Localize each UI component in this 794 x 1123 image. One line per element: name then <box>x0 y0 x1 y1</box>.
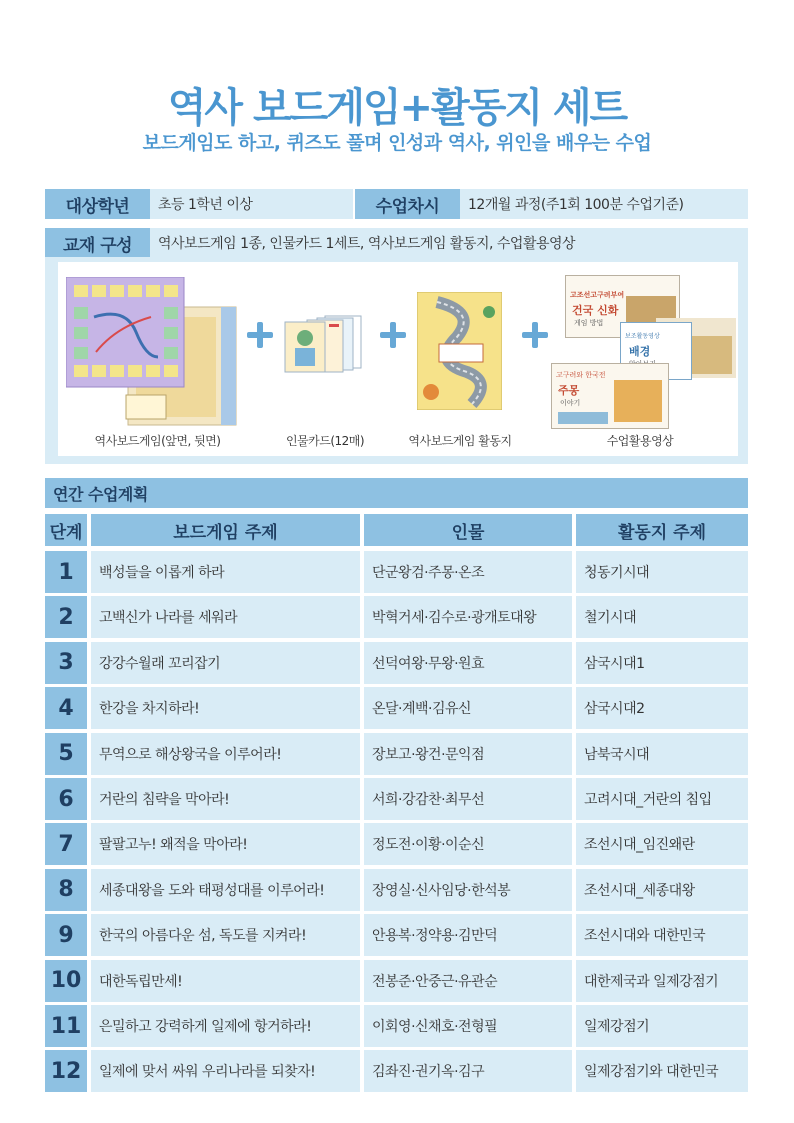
activity-topic: 철기시대 <box>576 596 748 638</box>
step-number: 5 <box>45 733 87 775</box>
target-value: 초등 1학년 이상 <box>150 189 353 219</box>
boardgame-topic: 팔팔고누! 왜적을 막아라! <box>91 823 360 865</box>
table-row <box>45 551 748 593</box>
video-thumb-title: 주몽 <box>558 384 580 397</box>
table-row <box>45 869 748 911</box>
page-subtitle: 보드게임도 하고, 퀴즈도 풀며 인성과 역사, 위인을 배우는 수업 <box>142 132 652 154</box>
activity-topic: 고려시대_거란의 침입 <box>576 778 748 820</box>
plus-icon <box>247 322 273 348</box>
people-cell: 장영실·신사임당·한석봉 <box>364 869 572 911</box>
step-number: 4 <box>45 687 87 729</box>
plus-icon <box>380 322 406 348</box>
column-header-step: 단계 <box>45 514 87 546</box>
target-label: 대상학년 <box>45 189 150 219</box>
table-row <box>45 733 748 775</box>
table-row <box>45 687 748 729</box>
activity-topic: 조선시대_임진왜란 <box>576 823 748 865</box>
activity-topic: 조선시대_세종대왕 <box>576 869 748 911</box>
boardgame-topic: 대한독립만세! <box>91 960 360 1002</box>
activity-topic: 조선시대와 대한민국 <box>576 914 748 956</box>
activity-topic: 삼국시대1 <box>576 642 748 684</box>
activity-sheet-image <box>417 292 502 410</box>
people-cell: 서희·강감찬·최무선 <box>364 778 572 820</box>
step-number: 3 <box>45 642 87 684</box>
table-row <box>45 960 748 1002</box>
boardgame-topic: 백성들을 이롭게 하라 <box>91 551 360 593</box>
video-thumb-text: 게임 방법 <box>574 319 604 327</box>
column-header-activity: 활동지 주제 <box>576 514 748 546</box>
table-row <box>45 823 748 865</box>
page-title: 역사 보드게임+활동지 세트 <box>167 85 627 131</box>
material-caption: 역사보드게임 활동지 <box>408 434 512 448</box>
people-cell: 박혁거세·김수로·광개토대왕 <box>364 596 572 638</box>
step-number: 1 <box>45 551 87 593</box>
boardgame-topic: 은밀하고 강력하게 일제에 항거하라! <box>91 1005 360 1047</box>
activity-topic: 대한제국과 일제강점기 <box>576 960 748 1002</box>
board-game-image <box>66 277 241 427</box>
video-thumb-text: 고조선고구려부여 <box>570 291 625 299</box>
materials-label: 교재 구성 <box>45 228 150 258</box>
people-cell: 전봉준·안중근·유관순 <box>364 960 572 1002</box>
step-number: 8 <box>45 869 87 911</box>
table-row <box>45 1005 748 1047</box>
video-thumb-title: 배경 <box>629 345 651 358</box>
people-cell: 이회영·신채호·전형필 <box>364 1005 572 1047</box>
people-cell: 안용복·정약용·김만덕 <box>364 914 572 956</box>
step-number: 12 <box>45 1050 87 1092</box>
material-caption: 역사보드게임(앞면, 뒷면) <box>94 434 221 448</box>
step-number: 2 <box>45 596 87 638</box>
video-thumb-text: 보조활동영상 <box>625 333 660 340</box>
activity-topic: 일제강점기 <box>576 1005 748 1047</box>
people-cell: 김좌진·권기옥·김구 <box>364 1050 572 1092</box>
activity-topic: 삼국시대2 <box>576 687 748 729</box>
boardgame-topic: 한국의 아름다운 섬, 독도를 지켜라! <box>91 914 360 956</box>
people-cell: 정도전·이황·이순신 <box>364 823 572 865</box>
boardgame-topic: 거란의 침략을 막아라! <box>91 778 360 820</box>
boardgame-topic: 강강수월래 꼬리잡기 <box>91 642 360 684</box>
step-number: 7 <box>45 823 87 865</box>
boardgame-topic: 무역으로 해상왕국을 이루어라! <box>91 733 360 775</box>
video-thumb-title: 건국 신화 <box>572 304 619 317</box>
step-number: 11 <box>45 1005 87 1047</box>
people-cell: 단군왕검·주몽·온조 <box>364 551 572 593</box>
table-row <box>45 1050 748 1092</box>
people-cell: 장보고·왕건·문익점 <box>364 733 572 775</box>
boardgame-topic: 한강을 차지하라! <box>91 687 360 729</box>
plus-icon <box>522 322 548 348</box>
boardgame-topic: 고백신가 나라를 세워라 <box>91 596 360 638</box>
activity-topic: 일제강점기와 대한민국 <box>576 1050 748 1092</box>
boardgame-topic: 일제에 맞서 싸워 우리나라를 되찾자! <box>91 1050 360 1092</box>
column-header-people: 인물 <box>364 514 572 546</box>
table-row <box>45 596 748 638</box>
boardgame-topic: 세종대왕을 도와 태평성대를 이루어라! <box>91 869 360 911</box>
table-row <box>45 778 748 820</box>
annual-plan-title: 연간 수업계획 <box>45 478 748 508</box>
people-cell: 온달·계백·김유신 <box>364 687 572 729</box>
step-number: 9 <box>45 914 87 956</box>
material-caption: 수업활용영상 <box>606 434 674 448</box>
activity-topic: 청동기시대 <box>576 551 748 593</box>
material-caption: 인물카드(12매) <box>285 434 365 448</box>
materials-value: 역사보드게임 1종, 인물카드 1세트, 역사보드게임 활동지, 수업활용영상 <box>150 228 748 258</box>
table-row <box>45 914 748 956</box>
column-header-topic: 보드게임 주제 <box>91 514 360 546</box>
video-thumb-text: 이야기 <box>560 399 581 407</box>
step-number: 6 <box>45 778 87 820</box>
people-cell: 선덕여왕·무왕·원효 <box>364 642 572 684</box>
step-number: 10 <box>45 960 87 1002</box>
character-cards-image <box>283 312 365 374</box>
sessions-label: 수업차시 <box>355 189 460 219</box>
video-thumb-text: 고구려와 한국전 <box>556 371 606 379</box>
sessions-value: 12개월 과정(주1회 100분 수업기준) <box>460 189 748 219</box>
video-thumbnail <box>551 363 669 429</box>
activity-topic: 남북국시대 <box>576 733 748 775</box>
table-row <box>45 642 748 684</box>
